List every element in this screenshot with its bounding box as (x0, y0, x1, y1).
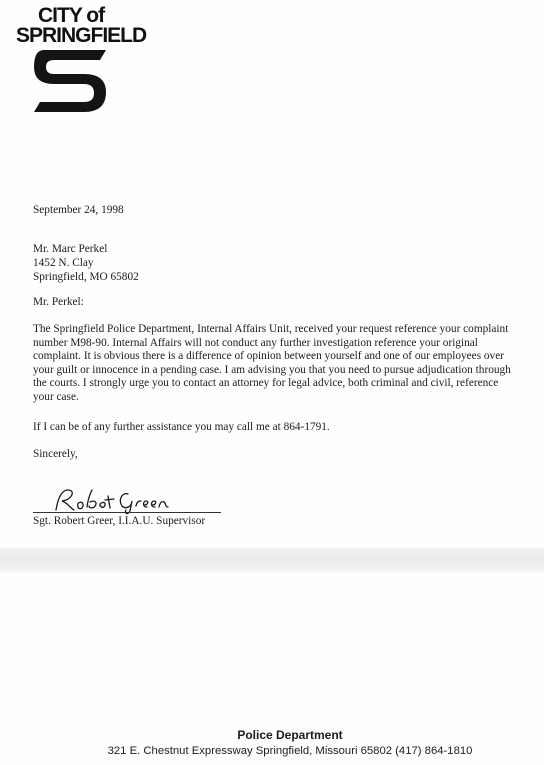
recipient-name: Mr. Marc Perkel (33, 243, 108, 255)
footer-department: Police Department (237, 728, 343, 742)
logo-city-of: CITY of (38, 4, 105, 27)
springfield-s-logo-icon (34, 50, 106, 112)
footer-address: 321 E. Chestnut Expressway Springfield, Missouri 65802 (417) 864-1810 (107, 745, 473, 757)
recipient-city: Springfield, MO 65802 (33, 271, 139, 283)
closing: Sincerely, (33, 448, 78, 460)
paper-fold-shadow (0, 548, 544, 572)
signature-line (33, 512, 221, 513)
letter-date: September 24, 1998 (33, 204, 124, 216)
logo-springfield: SPRINGFIELD (16, 24, 147, 47)
salutation: Mr. Perkel: (33, 296, 84, 308)
body-paragraph-2: If I can be of any further assistance you may call me at 864-1791. (33, 421, 330, 433)
signer-name-title: Sgt. Robert Greer, I.I.A.U. Supervisor (33, 515, 206, 527)
body-paragraph-1: The Springfield Police Department, Internal Affairs Unit, received your request reference your complaint number M98-90. Internal Affairs will not conduct any further investigation reference your original complaint. It is obvious there is a difference of opinion between yourself and one of our employees over your guilt or innocence in a pending case. I am advising you that you need to pursue adjudication through the courts. I strongly urge you to contact an attorney for legal advice, both criminal and civil, reference your case. (33, 323, 511, 403)
recipient-street: 1452 N. Clay (33, 257, 94, 269)
